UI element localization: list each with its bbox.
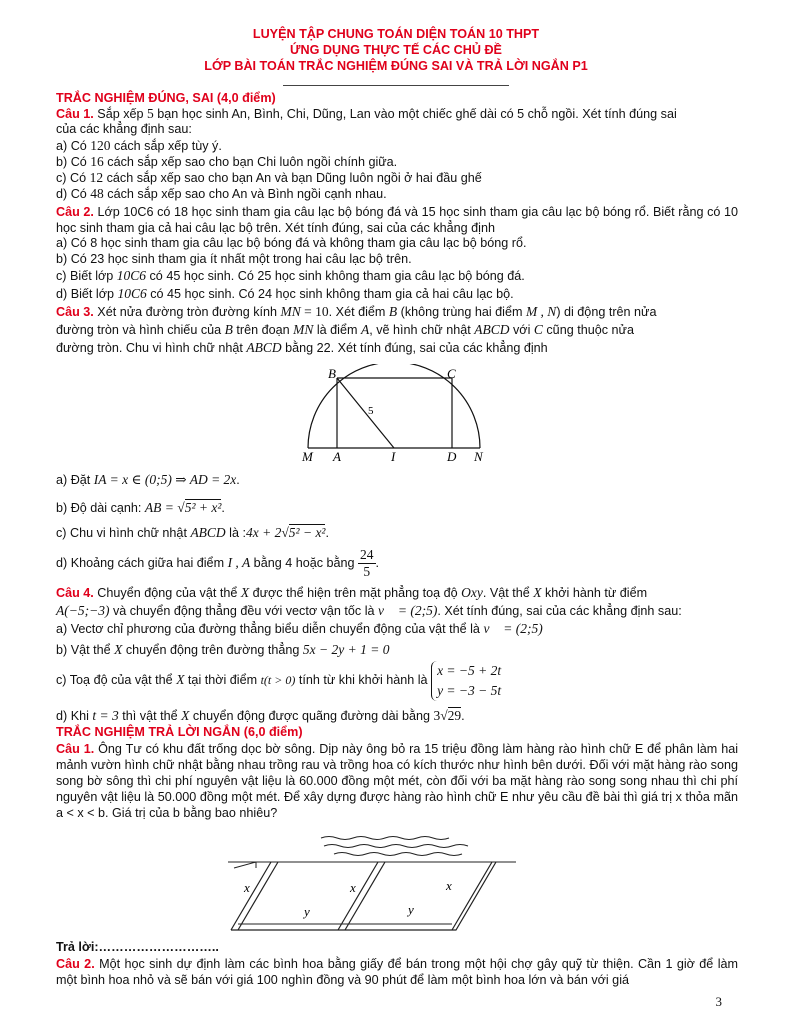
q3-b-radicand: 5² + x² [184,500,222,515]
q1-b-pre: b) Có [56,155,91,169]
q4-option-b [56,642,389,658]
q1-label: Câu 1. [56,107,94,121]
q3-l2e: với [509,323,534,337]
s2q1-stem-text: Ông Tư có khu đất trống dọc bờ sông. Dịp này ông bỏ ra 15 triệu đồng làm hàng rào hình chữ E để phân làm hai mảnh vườn hình chữ nhật bằng nhau trồng rau và trồng hoa có kích thước như hình bên dưới. Đối với mặt hàng rào song song bờ sông thì chi phí nguyên vật liệu là 60.000 đồng một mét, còn đối với ba mặt hàng rào song song nhau thì chi phí nguyên vật liệu là 50.000 đồng một mét. Để xây dựng được hàng rào hình chữ E như yêu cầu đề bài thì giá trị x thỏa mãn a < x < b. Giá trị của b bằng bao nhiêu? [56,742,738,820]
q4-d-val: 3 [433,708,441,723]
q4-d-t: t = 3 [92,708,119,723]
answer-line: Trả lời:……………………….. [56,940,219,954]
q4-d-mid: thì vật thể [118,709,182,723]
q1-c-pre: c) Có [56,171,90,185]
q1-option-d [56,186,387,202]
river-wave-3 [334,853,462,856]
title-line-3: LỚP BÀI TOÁN TRẮC NGHIỆM ĐÚNG SAI VÀ TRẢ LỜI NGẮN P1 [204,59,588,73]
label-N: N [474,449,483,464]
label-D: D [447,449,457,464]
q2-stem-text: Lớp 10C6 có 18 học sinh tham gia câu lạc bộ bóng đá và 15 học sinh tham gia câu lạc bộ bóng rổ. Biết rằng có 10 học sinh tham gia cả hai câu lạc bộ trên. Xét tính đúng, sai của các khẳng định [56,205,738,235]
q2-label: Câu 2. [56,205,94,219]
fraction-24-5 [358,547,376,580]
q3-b-pre: b) Độ dài cạnh: [56,501,145,515]
q3-c-post: . [325,526,329,540]
q4-X: X [240,585,250,600]
q3-c-pre: c) Chu vi hình chữ nhật [56,526,191,540]
q1-d-num: 48 [90,186,104,201]
q3-option-b [56,500,225,516]
section-1-title: TRẮC NGHIỆM ĐÚNG, SAI (4,0 điểm) [56,91,276,105]
q1-option-c [56,170,482,186]
q4-s3: . Vật thể [482,586,534,600]
fence-figure [226,832,526,932]
fence-left [231,862,278,930]
label-r: 5 [368,405,374,417]
q3-c-radicand: 5² − x² [288,525,326,540]
s2q2-stem-text: Một học sinh dự định làm các bình hoa bằng giấy để bán trong một hội chợ gây quỹ từ thiện. Cần 1 giờ để làm một bình hoa nhỏ và sẽ bán với giá 100 nghìn đồng và 90 phút để làm một bình hoa lớn và bán với giá [56,957,739,987]
q4-b-math: 5x − 2y + 1 = 0 [302,642,390,657]
q4-stem-line-2 [56,603,682,619]
label-B: B [328,366,336,381]
q4-point-A: A(−5;−3) [56,603,110,618]
radical-sign-2: √ [281,525,289,540]
q4-l2b: và chuyển động thẳng đều với vectơ vận tốc là [109,604,379,618]
section-2-title: TRẮC NGHIỆM TRẢ LỜI NGẮN (6,0 điểm) [56,725,303,739]
q3-b-post: . [221,501,225,515]
fraction-numerator: 24 [360,547,374,563]
q3-C: C [533,322,543,337]
q1-a-num: 120 [90,138,111,153]
q4-s1: Chuyển động của vật thể [93,586,241,600]
q3-A: A [360,322,370,337]
label-x-mid: x [350,880,356,895]
label-I: I [391,449,396,464]
q3-l2d: , vẽ hình chữ nhật [369,323,475,337]
q3-option-a [56,472,240,488]
q3-a-math: IA = x ∈ (0;5) ⇒ AD = 2x [93,472,237,487]
q3-c-math: 4x + 2 [246,525,282,540]
fence-middle [338,862,385,930]
q2-option-c [56,268,525,284]
title-line-1: LUYỆN TẬP CHUNG TOÁN DIỆN TOÁN 10 THPT [252,27,540,41]
q3-stem-line-1 [56,304,656,320]
q1-stem [56,106,677,122]
fence-right [452,862,492,930]
q3-c-mid: là : [225,526,246,540]
q4-velocity: v⃗ = (2;5) [378,603,438,618]
q2-option-a: a) Có 8 học sinh tham gia câu lạc bộ bóng đá và không tham gia câu lạc bộ bóng rổ. [56,236,527,250]
q3-c-ABCD: ABCD [190,525,226,540]
title-line-2: ỨNG DỤNG THỰC TẾ CÁC CHỦ ĐỀ [290,43,502,57]
q1-n5: 5 [147,106,154,121]
q3-l2b: trên đoạn [232,323,294,337]
fence-parallel-side [231,862,496,930]
q4-label: Câu 4. [56,586,94,600]
q3-d-pre: d) Khoảng cách giữa hai điểm [56,556,228,570]
q1-b-post: cách sắp xếp sao cho bạn Chi luôn ngồi chính giữa. [103,155,398,169]
parametric-system [431,661,501,701]
q3-mn-2: MN [293,322,314,337]
q3-a-post: . [236,473,240,487]
s2q2-label: Câu 2. [56,957,95,971]
q3-mn: MN [280,304,301,319]
q4-option-a [56,621,543,637]
q3-MN-pair: M , N [525,304,557,319]
q2-c-post: có 45 học sinh. Có 25 học sinh không tham gia câu lạc bộ bóng đá. [146,269,525,283]
q3-semicircle-figure [290,364,500,464]
q2-stem [56,204,738,236]
q3-label: Câu 3. [56,305,94,319]
label-y-left: y [304,904,310,919]
q4-d-X: X [181,708,190,723]
s2q1-stem [56,741,738,821]
q2-d-class: 10C6 [117,286,147,301]
label-C: C [447,366,456,381]
q1-c-num: 12 [89,170,104,185]
label-M: M [302,449,313,464]
q2-c-pre: c) Biết lớp [56,269,117,283]
s2q2-stem [56,956,738,988]
q3-option-c [56,525,329,541]
q2-option-b: b) Có 23 học sinh tham gia ít nhất một trong hai câu lạc bộ trên. [56,252,412,266]
q3-d-IA: I , A [227,555,251,570]
q3-l3b: bằng 22. Xét tính đúng, sai của các khẳng định [281,341,548,355]
q4-c-mid: tại thời điểm [184,673,261,687]
label-x-right: x [446,878,452,893]
q3-eq10: = 10 [300,304,329,319]
q1-a-post: cách sắp xếp tùy ý. [110,139,222,153]
q4-l2c: . Xét tính đúng, sai của các khẳng định sau: [437,604,682,618]
river-wave-2 [324,845,468,848]
label-A: A [333,449,341,464]
q4-d-post: chuyển động được quãng đường dài bằng [189,709,434,723]
q3-stem-line-3 [56,340,548,356]
river-wave-1 [321,837,449,840]
river-bank-inner [234,862,256,868]
q3-s4: ) di động trên nửa [556,305,657,319]
q4-option-c [56,660,501,701]
q1-d-post: cách sắp xếp sao cho An và Bình ngồi cạnh nhau. [103,187,387,201]
q4-X-2: X [533,585,542,600]
q4-a-pre: a) Vectơ chỉ phương của đường thẳng biểu diễn chuyển động của vật thể là [56,622,484,636]
q4-s4: khởi hành từ điểm [541,586,648,600]
q4-d-radicand: 29 [447,708,462,723]
q4-b-pre: b) Vật thể [56,643,115,657]
q1-c-post: cách sắp xếp sao cho bạn An và bạn Dũng luôn ngồi ở hai đầu ghế [103,171,482,185]
q4-stem-line-1 [56,585,647,601]
q1-b-num: 16 [90,154,104,169]
q4-d-end: . [461,709,465,723]
radical-sign: √ [177,500,185,515]
q1-a-pre: a) Có [56,139,91,153]
q3-l2c: là điểm [313,323,361,337]
q3-l2f: cũng thuộc nửa [542,323,634,337]
q3-s1: Xét nửa đường tròn đường kính [93,305,281,319]
q4-c-t: t(t > 0) [260,673,296,687]
q4-b-mid: chuyển động trên đường thẳng [122,643,303,657]
q1-option-b [56,154,397,170]
q2-d-pre: d) Biết lớp [56,287,118,301]
q3-stem-line-2 [56,322,634,338]
fraction-denominator: 5 [363,564,371,580]
q4-b-X: X [114,642,123,657]
q4-c-post: tính từ khi khởi hành là [295,673,432,687]
q3-d-mid: bằng 4 hoặc bằng [250,556,359,570]
q1-stem-line-2: của các khẳng định sau: [56,122,192,136]
q3-B-2: B [224,322,233,337]
q4-c-y-eq: y = −3 − 5t [437,682,502,698]
q1-stem-text-2: bạn học sinh An, Bình, Chi, Dũng, Lan vào một chiếc ghế dài có 5 chỗ ngồi. Xét tính đúng sai [153,107,677,121]
q3-option-d [56,545,379,581]
q1-d-pre: d) Có [56,187,91,201]
q4-c-X: X [176,672,185,687]
radius-IB [337,378,394,448]
q4-option-d [56,708,465,724]
q4-c-x-eq: x = −5 + 2t [437,662,502,678]
q3-ABCD: ABCD [474,322,510,337]
s2q1-label: Câu 1. [56,742,95,756]
q1-stem-text: Sắp xếp [93,107,148,121]
q3-a-pre: a) Đặt [56,473,94,487]
q3-B: B [388,304,398,319]
radical-sign-3: √ [440,708,448,723]
q3-ABCD-2: ABCD [246,340,282,355]
q2-option-d [56,286,514,302]
q3-s3: (không trùng hai điểm [397,305,526,319]
q2-c-class: 10C6 [116,268,147,283]
page-number: 3 [715,994,722,1009]
q1-option-a [56,138,222,154]
label-x-left: x [244,880,250,895]
q4-d-pre: d) Khi [56,709,93,723]
q3-l2a: đường tròn và hình chiếu của [56,323,225,337]
header-divider [283,85,509,86]
label-y-right: y [408,902,414,917]
q3-l3a: đường tròn. Chu vi hình chữ nhật [56,341,247,355]
q4-Oxy: Oxy [461,585,483,600]
q2-d-post: có 45 học sinh. Có 24 học sinh không tham gia cả hai câu lạc bộ. [146,287,514,301]
q3-b-math: AB = [144,500,178,515]
q3-s2: . Xét điểm [328,305,389,319]
q3-d-post: . [375,556,380,570]
q4-c-pre: c) Toạ độ của vật thể [56,673,177,687]
q4-s2: được thể hiện trên mặt phẳng toạ độ [249,586,462,600]
q4-a-math: v⃗ = (2;5) [483,621,543,636]
